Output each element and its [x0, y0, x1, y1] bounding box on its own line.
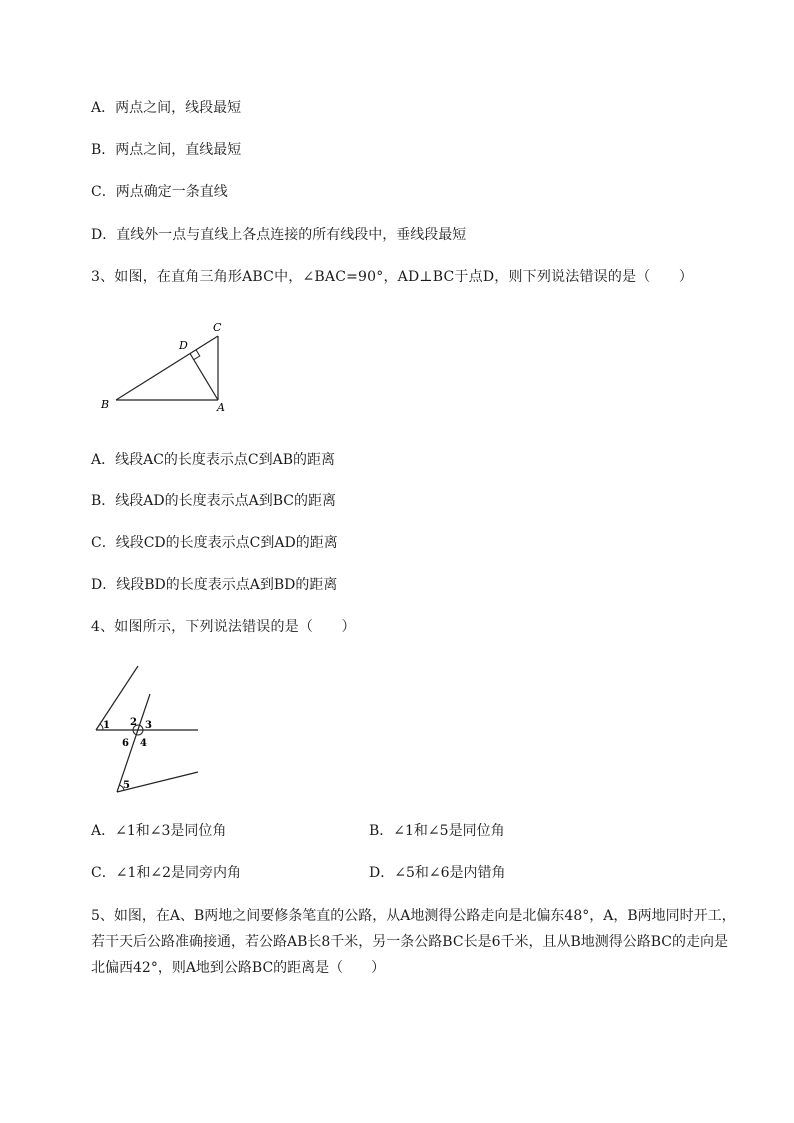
q3-label-b: B: [101, 398, 110, 411]
q3-segment-bc: [116, 336, 218, 400]
q3-stem: 3、如图，在直角三角形ABC中，∠BAC=90°，AD⊥BC于点D，则下列说法错误的是（ ）: [91, 269, 694, 285]
q5-stem: 5、如图，在A、B两地之间要修条笔直的公路，从A地测得公路走向是北偏东48°，A，B两地同时开工，若干天后公路准确接通，若公路AB长8千米，另一条公路BC长是6千米，且从B地测得公路BC的走向是北偏西42°，则A地到公路BC的距离是（ ）: [91, 908, 736, 976]
q4-option-c: C．∠1和∠2是同旁内角: [91, 865, 241, 881]
q4-label-1: 1: [103, 720, 110, 731]
q2-option-c: C．两点确定一条直线: [91, 184, 228, 200]
q4-option-b: B．∠1和∠5是同位角: [369, 823, 505, 839]
q2-option-a: A．两点之间，线段最短: [91, 100, 242, 116]
q4-label-4: 4: [140, 738, 147, 749]
q4-label-3: 3: [145, 720, 152, 731]
q3-segment-ad: [190, 354, 218, 401]
q3-option-d: D．线段BD的长度表示点A到BD的距离: [91, 577, 338, 593]
q4-label-5: 5: [123, 780, 130, 791]
q4-option-d: D．∠5和∠6是内错角: [369, 865, 506, 881]
q3-option-a: A．线段AC的长度表示点C到AB的距离: [91, 452, 336, 468]
q3-label-d: D: [179, 339, 188, 352]
q2-option-b: B．两点之间，直线最短: [91, 142, 242, 158]
q3-option-c: C．线段CD的长度表示点C到AD的距离: [91, 535, 338, 551]
q4-label-6: 6: [122, 738, 129, 749]
q4-angles-figure: [88, 662, 208, 802]
q3-label-a: A: [217, 401, 225, 414]
q3-triangle-figure: [96, 316, 236, 416]
q4-option-a: A．∠1和∠3是同位角: [91, 823, 227, 839]
q4-label-2: 2: [130, 717, 137, 728]
q3-label-c: C: [213, 321, 222, 334]
q2-option-d: D．直线外一点与直线上各点连接的所有线段中，垂线段最短: [91, 227, 467, 243]
q4-stem: 4、如图所示，下列说法错误的是（ ）: [91, 619, 356, 635]
q3-option-b: B．线段AD的长度表示点A到BC的距离: [91, 493, 336, 509]
